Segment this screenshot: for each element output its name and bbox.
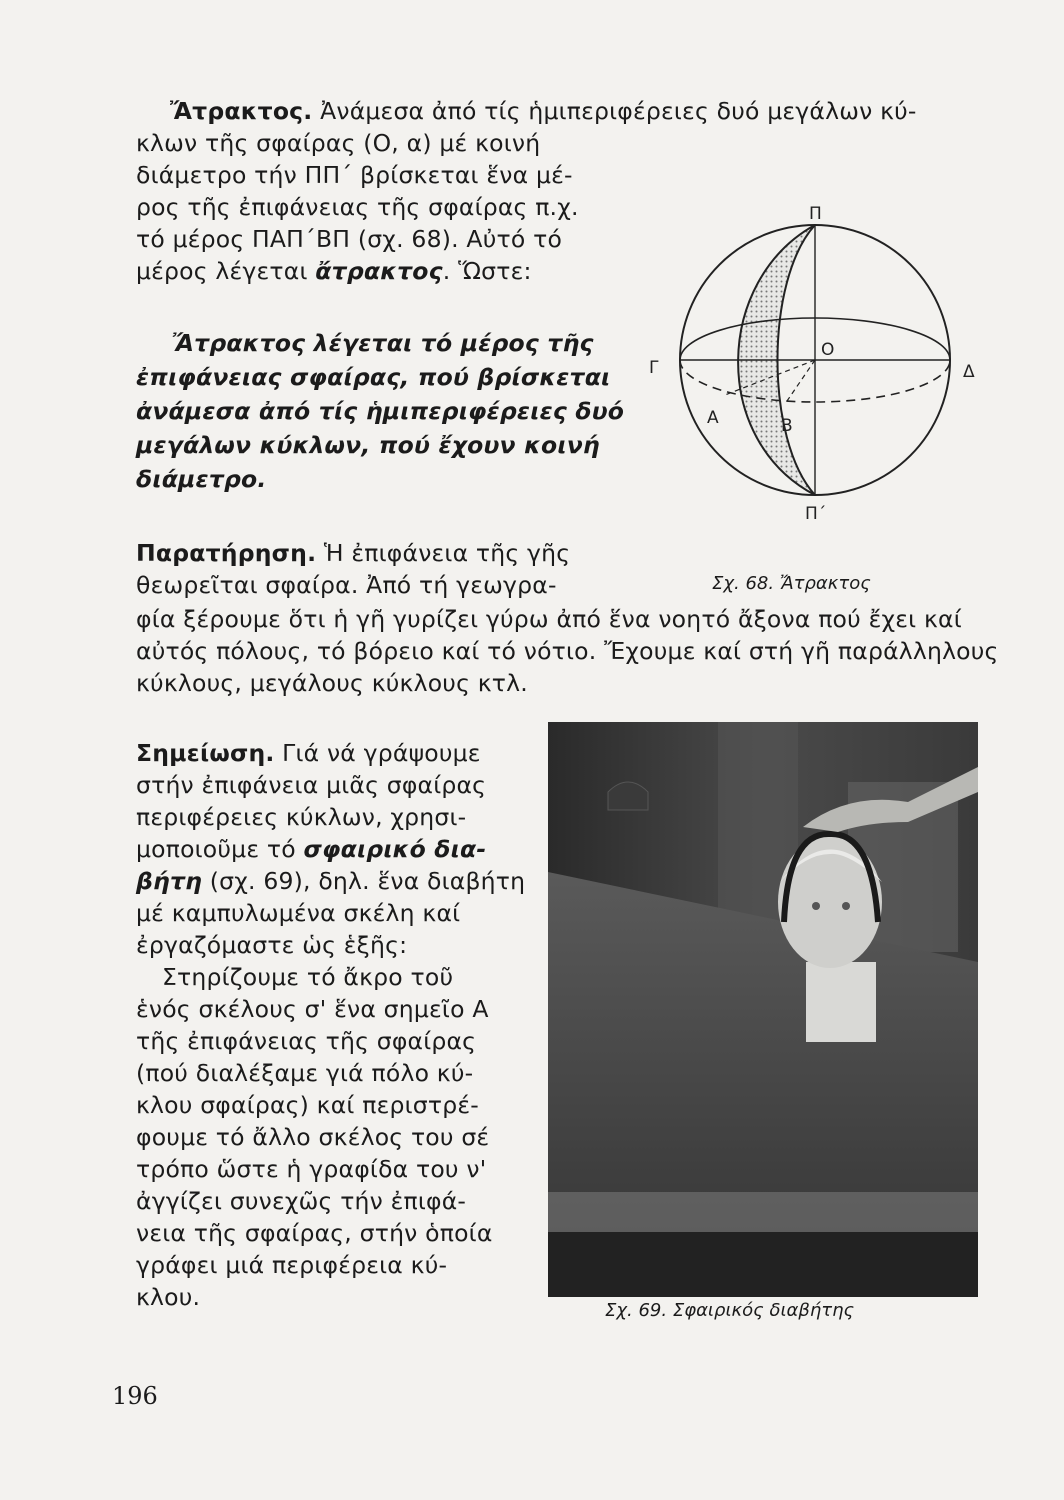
note-para2-line: Στηρίζουμε τό ἄκρο τοῦ [162, 963, 454, 991]
page-number: 196 [112, 1382, 158, 1410]
section1-line1: Ἀνάμεσα ἀπό τίς ἡμιπεριφέρειες δυό μεγάλων κύ- [320, 97, 917, 125]
remark-line1: Ἡ ἐπιφάνεια τῆς γῆς [323, 539, 571, 567]
definition-line: μεγάλων κύκλων, πού ἔχουν κοινή [136, 431, 600, 459]
note-para2-line: τρόπο ὥστε ἡ γραφίδα του ν' [136, 1155, 487, 1183]
remark-line: αὐτός πόλους, τό βόρειο καί τό νότιο. Ἔχουμε καί στή γῆ παράλληλους [136, 637, 999, 665]
note-line-b [136, 834, 486, 865]
remark-line: θεωρεῖται σφαίρα. Ἀπό τή γεωγρα- [136, 571, 557, 599]
section1-last-post: . Ὥστε: [442, 257, 532, 285]
label-b: Β [781, 416, 793, 436]
note-line-c [136, 866, 525, 897]
note-line: στήν ἐπιφάνεια μιᾶς σφαίρας [136, 771, 487, 799]
section1-line: ρος τῆς ἐπιφάνειας τῆς σφαίρας π.χ. [136, 193, 579, 221]
note-heading: Σημείωση. [136, 739, 275, 767]
figure-68-caption: Σχ. 68. Ἄτρακτος [712, 573, 871, 594]
figure-68-sphere [615, 185, 1015, 535]
remark-heading: Παρατήρηση. [136, 539, 317, 567]
radius-ob [787, 360, 815, 401]
section1-first-line [170, 96, 917, 127]
remark-line: φία ξέρουμε ὅτι ἡ γῆ γυρίζει γύρω ἀπό ἕνα νοητό ἄξονα πού ἔχει καί [136, 605, 962, 633]
note-para2-line: (πού διαλέξαμε γιά πόλο κύ- [136, 1059, 474, 1087]
section1-line: κλων τῆς σφαίρας (Ο, α) μέ κοινή [136, 129, 541, 157]
figure-69-caption: Σχ. 69. Σφαιρικός διαβήτης [605, 1300, 855, 1321]
note-line: ἐργαζόμαστε ὡς ἑξῆς: [136, 931, 408, 959]
definition-line: Ἄτρακτος λέγεται τό μέρος τῆς [172, 329, 594, 357]
definition-line: διάμετρο. [136, 465, 267, 493]
remark-first-line [136, 538, 570, 569]
definition-line: ἐπιφάνειας σφαίρας, πού βρίσκεται [136, 363, 611, 391]
label-pi: Π [809, 204, 822, 224]
note-para2-line: νεια τῆς σφαίρας, στήν ὁποία [136, 1219, 493, 1247]
note-line: μέ καμπυλωμένα σκέλη καί [136, 899, 461, 927]
note-para2-line: κλου σφαίρας) καί περιστρέ- [136, 1091, 479, 1119]
section1-line: διάμετρο τήν ΠΠ΄ βρίσκεται ἕνα μέ- [136, 161, 573, 189]
note-para2-line: κλου. [136, 1283, 201, 1311]
note-para2-line: τῆς ἐπιφάνειας τῆς σφαίρας [136, 1027, 477, 1055]
label-gamma: Γ [649, 358, 659, 378]
note-b-pre: μοποιοῦμε τό [136, 835, 304, 863]
label-o: Ο [821, 340, 835, 360]
section1-term: ἄτρακτος [315, 257, 443, 285]
figure-69-photo [548, 722, 978, 1297]
section1-heading: Ἄτρακτος. [170, 97, 313, 125]
note-para2-line: φουμε τό ἄλλο σκέλος του σέ [136, 1123, 490, 1151]
section1-last-pre: μέρος λέγεται [136, 257, 316, 285]
definition-line: ἀνάμεσα ἀπό τίς ἡμιπεριφέρειες δυό [136, 397, 625, 425]
note-first-line [136, 738, 481, 769]
note-line1: Γιά νά γράψουμε [282, 739, 481, 767]
note-line: περιφέρειες κύκλων, χρησι- [136, 803, 467, 831]
section1-last-line [136, 256, 532, 287]
note-para2-line: γράφει μιά περιφέρεια κύ- [136, 1251, 448, 1279]
note-para2-line: ἑνός σκέλους σ' ἕνα σημεῖο Α [136, 995, 489, 1023]
label-pi-prime: Π΄ [805, 504, 827, 524]
note-para2-line: ἀγγίζει συνεχῶς τήν ἐπιφά- [136, 1187, 467, 1215]
label-a: Α [707, 408, 719, 428]
section1-line: τό μέρος ΠΑΠ΄ΒΠ (σχ. 68). Αὐτό τό [136, 225, 563, 253]
note-b-term: σφαιρικό δια- [303, 835, 487, 863]
label-delta: Δ [963, 362, 975, 382]
note-c-term: βήτη [136, 867, 203, 895]
remark-line: κύκλους, μεγάλους κύκλους κτλ. [136, 669, 528, 697]
note-c-post: (σχ. 69), δηλ. ἕνα διαβήτη [202, 867, 526, 895]
